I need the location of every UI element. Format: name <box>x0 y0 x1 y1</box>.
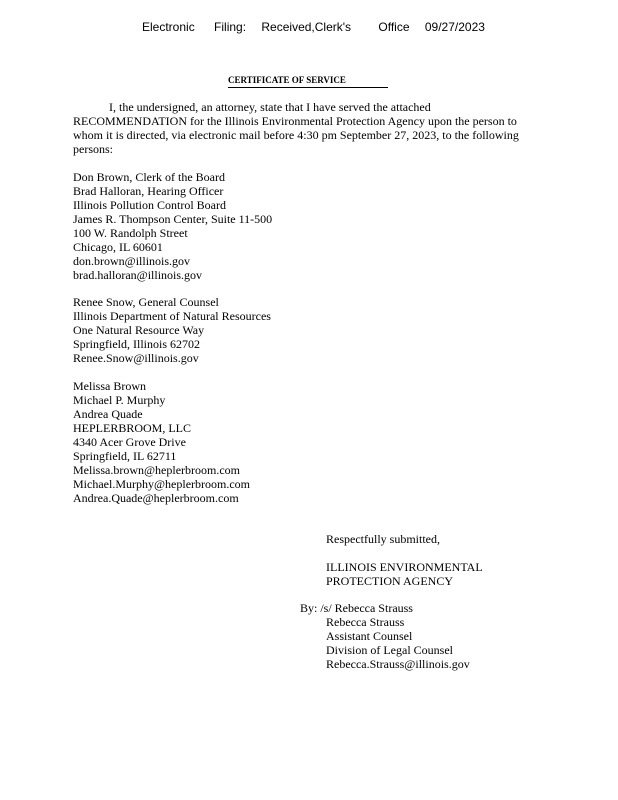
email-link[interactable]: Melissa.brown@heplerbroom.com <box>73 463 241 477</box>
address-line: Renee Snow, General Counsel <box>73 295 219 309</box>
signer-email[interactable]: Rebecca.Strauss@illinois.gov <box>326 657 470 671</box>
address-line: Illinois Pollution Control Board <box>73 198 227 212</box>
intro-line-1: I, the undersigned, an attorney, state that I have served the attached <box>109 100 431 114</box>
intro-line-3: whom it is directed, via electronic mail before 4:30 pm September 27, 2023, to the following <box>73 128 519 142</box>
signer-name: Rebecca Strauss <box>326 615 405 629</box>
address-line: 4340 Acer Grove Drive <box>73 435 186 449</box>
document-title: CERTIFICATE OF SERVICE <box>228 75 388 88</box>
email-link[interactable]: brad.halloran@illinois.gov <box>73 268 203 282</box>
address-line: Springfield, IL 62711 <box>73 449 177 463</box>
by-signature: By: /s/ Rebecca Strauss <box>300 601 413 615</box>
agency-line-2: PROTECTION AGENCY <box>326 574 454 588</box>
address-line: Michael P. Murphy <box>73 393 166 407</box>
header-date: 09/27/2023 <box>424 20 485 34</box>
address-line: Illinois Department of Natural Resources <box>73 309 271 323</box>
recipient-block-idnr <box>73 295 271 365</box>
address-line: Chicago, IL 60601 <box>73 240 163 254</box>
intro-paragraph <box>73 100 573 156</box>
address-line: Springfield, Illinois 62702 <box>73 337 200 351</box>
closing-text: Respectfully submitted, <box>326 532 440 546</box>
address-line: Melissa Brown <box>73 379 146 393</box>
recipient-block-heplerbroom <box>73 379 250 505</box>
header-filing: Filing: <box>214 20 247 34</box>
header-office: Office <box>378 20 410 34</box>
signer-division: Division of Legal Counsel <box>326 643 453 657</box>
intro-line-4: persons: <box>73 142 113 156</box>
agency-line-1: ILLINOIS ENVIRONMENTAL <box>326 560 483 574</box>
address-line: 100 W. Randolph Street <box>73 226 188 240</box>
filing-header <box>142 20 485 34</box>
closing-block <box>326 532 483 588</box>
signer-title: Assistant Counsel <box>326 629 413 643</box>
email-link[interactable]: don.brown@illinois.gov <box>73 254 191 268</box>
address-line: Andrea Quade <box>73 407 143 421</box>
email-link[interactable]: Andrea.Quade@heplerbroom.com <box>73 491 239 505</box>
email-link[interactable]: Renee.Snow@illinois.gov <box>73 351 199 365</box>
intro-line-2: RECOMMENDATION for the Illinois Environmental Protection Agency upon the person to <box>73 114 517 128</box>
recipient-block-pcb <box>73 170 272 282</box>
address-line: James R. Thompson Center, Suite 11-500 <box>73 212 273 226</box>
address-line: HEPLERBROOM, LLC <box>73 421 192 435</box>
address-line: Brad Halloran, Hearing Officer <box>73 184 224 198</box>
header-received: Received,Clerk's <box>261 20 352 34</box>
address-line: One Natural Resource Way <box>73 323 205 337</box>
address-line: Don Brown, Clerk of the Board <box>73 170 225 184</box>
signature-block <box>326 615 470 671</box>
header-electronic: Electronic <box>142 20 195 34</box>
email-link[interactable]: Michael.Murphy@heplerbroom.com <box>73 477 251 491</box>
